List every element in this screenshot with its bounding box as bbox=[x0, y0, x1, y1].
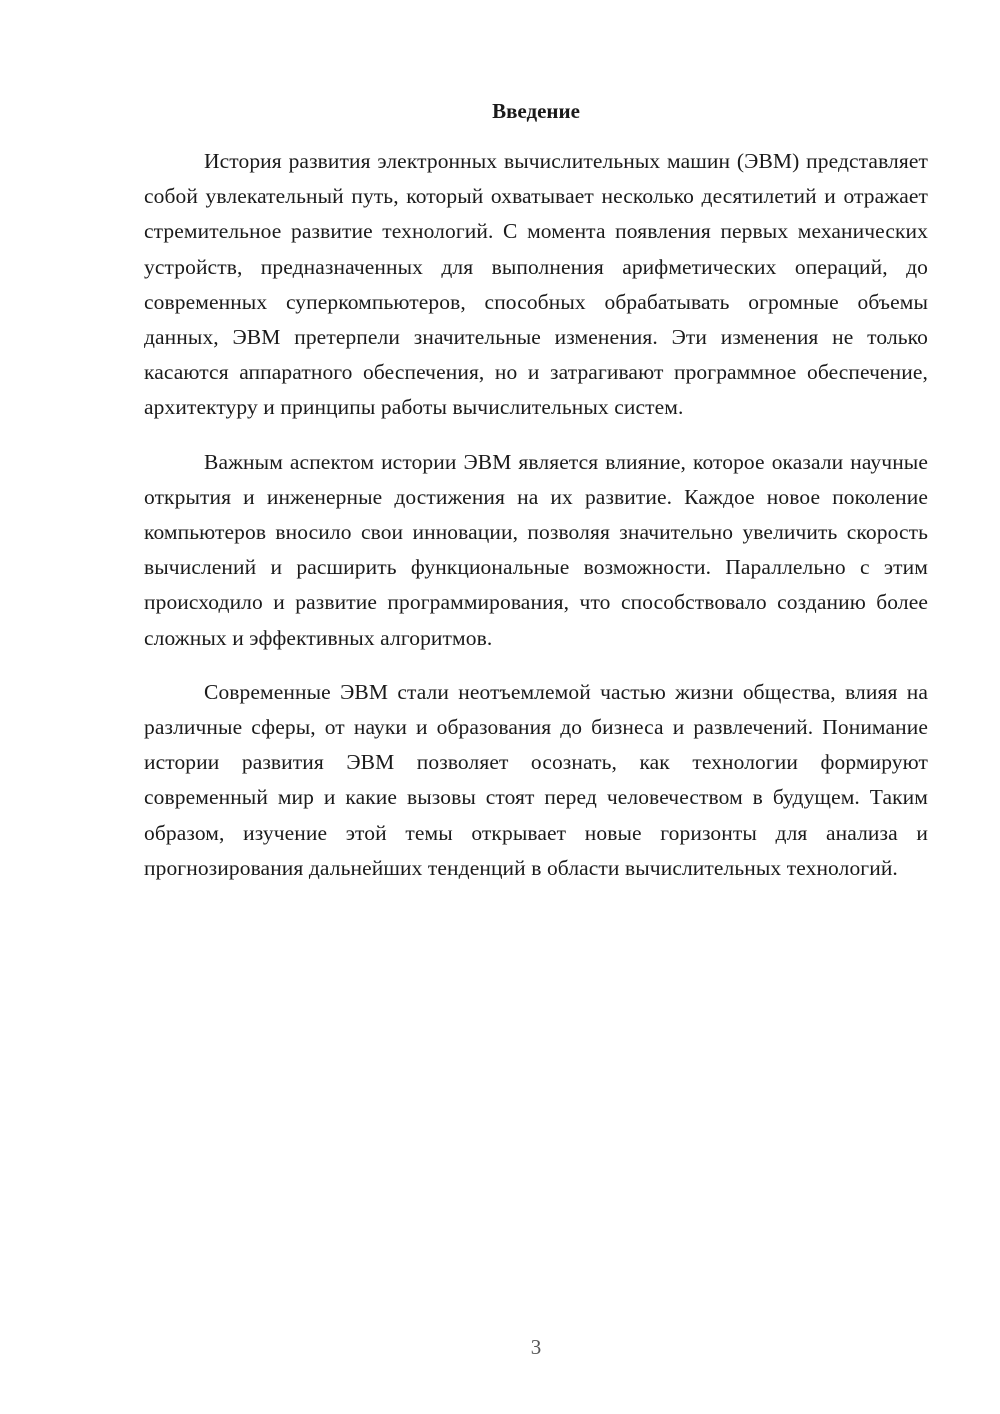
page-number: 3 bbox=[530, 1335, 542, 1359]
paragraph-1: История развития электронных вычислительных машин (ЭВМ) представляет собой увлекательный путь, который охватывает несколько десятилетий и отражает стремительное развитие технологий. С момента появления первых механических устройств, предназначенных для выполнения арифметических операций, до современных суперкомпьютеров, способных обрабатывать огромные объемы данных, ЭВМ претерпели значительные изменения. Эти изменения не только касаются аппаратного обеспечения, но и затрагивают программное обеспечение, архитектуру и принципы работы вычислительных систем. bbox=[144, 149, 928, 420]
page-title: Введение bbox=[492, 99, 580, 123]
document-body bbox=[144, 144, 928, 905]
paragraph-2: Важным аспектом истории ЭВМ является влияние, которое оказали научные открытия и инженерные достижения на их развитие. Каждое новое поколение компьютеров вносило свои инновации, позволяя значительно увеличить скорость вычислений и расширить функциональные возможности. Параллельно с этим происходило и развитие программирования, что способствовало созданию более сложных и эффективных алгоритмов. bbox=[144, 449, 928, 650]
paragraph-3: Современные ЭВМ стали неотъемлемой частью жизни общества, влияя на различные сферы, от науки и образования до бизнеса и развлечений. Понимание истории развития ЭВМ позволяет осознать, как технологии формируют современный мир и какие вызовы стоят перед человечеством в будущем. Таким образом, изучение этой темы открывает новые горизонты для анализа и прогнозирования дальнейших тенденций в области вычислительных технологий. bbox=[144, 679, 928, 880]
